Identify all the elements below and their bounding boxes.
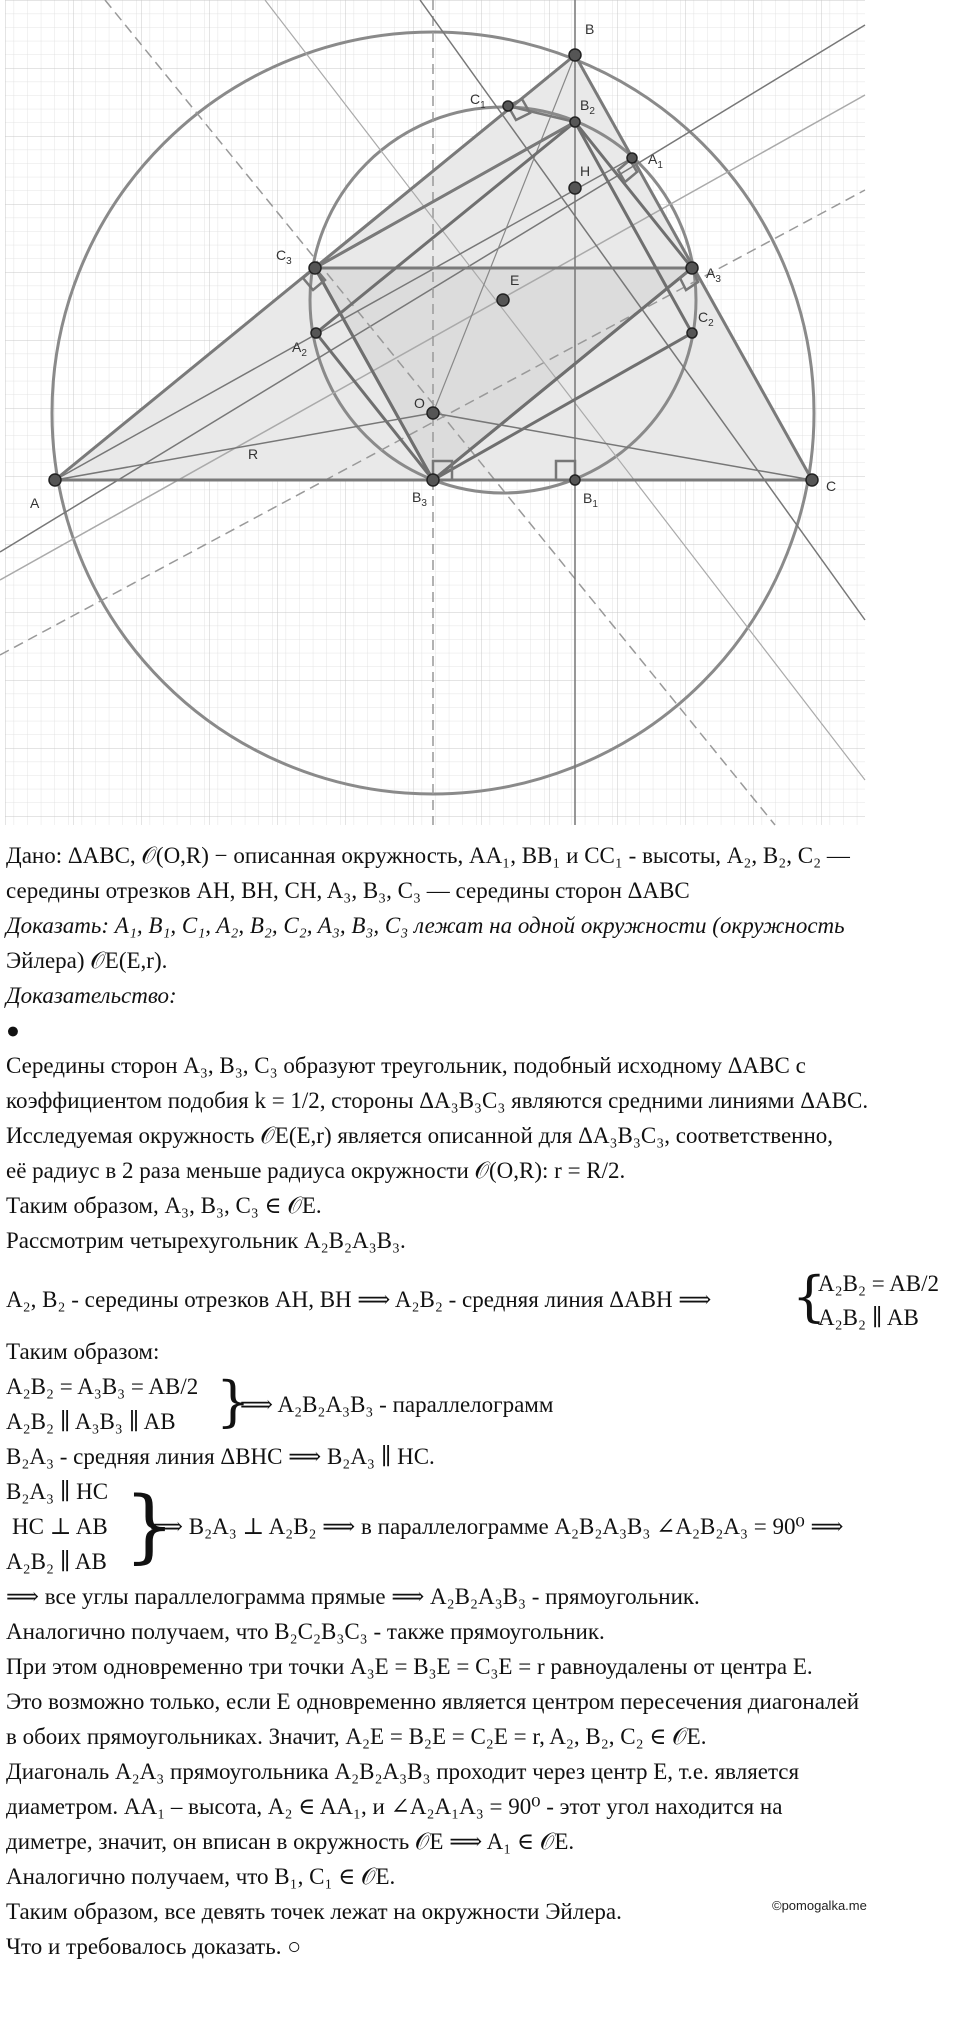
perp-cond-3: A₂B₂ ∥ AB: [6, 1549, 107, 1574]
brace-3: {: [124, 1479, 175, 1572]
point-a: [49, 474, 61, 486]
label-r: R: [248, 446, 259, 462]
point-o: [427, 407, 439, 419]
proof-line-1: Середины сторон A₃, B₃, C₃ образуют треугольник, подобный исходному ΔABC с: [6, 1053, 806, 1078]
point-a3: [686, 262, 698, 274]
perp-conclusion: ⟹ B₂A₃ ⊥ A₂B₂ ⟹ в параллелограмме A₂B₂A₃B₃ ∠A₂B₂A₃ = 90⁰ ⟹: [150, 1514, 844, 1539]
point-b2: [570, 117, 580, 127]
proof-line-center-3: в обоих прямоугольниках. Значит, A₂E = B₂E = C₂E = r, A₂, B₂, C₂ ∈ 𝒪E.: [6, 1724, 707, 1749]
point-h: [569, 182, 581, 194]
proof-line-center-1: При этом одновременно три точки A₃E = B₃E = C₃E = r равноудалены от центра E.: [6, 1654, 813, 1679]
label-b: B: [585, 21, 595, 37]
proof-line-3: Исследуемая окружность 𝒪E(E,r) является описанной для ΔA₃B₃C₃, соответственно,: [6, 1123, 834, 1148]
prove-line-2: Эйлера) 𝒪E(E,r).: [6, 948, 168, 973]
proof-heading: Доказательство:: [6, 983, 177, 1008]
watermark: ©pomogalka.me: [772, 1898, 867, 1913]
proof-line-diag-1: Диагональ A₂A₃ прямоугольника A₂B₂A₃B₃ проходит через центр E, т.е. является: [6, 1759, 800, 1784]
proof-line-6: Рассмотрим четырехугольник A₂B₂A₃B₃.: [6, 1228, 406, 1253]
point-b1: [570, 475, 580, 485]
proof-line-4: её радиус в 2 раза меньше радиуса окружности 𝒪(O,R): r = R/2.: [6, 1158, 626, 1183]
geometry-drawing: [0, 0, 870, 830]
brace-2: {: [216, 1370, 251, 1433]
proof-line-rect-1: ⟹ все углы параллелограмма прямые ⟹ A₂B₂A₃B₃ - прямоугольник.: [6, 1584, 700, 1609]
midline-abh-block: [6, 1264, 954, 1334]
proof-line-5: Таким образом, A₃, B₃, C₃ ∈ 𝒪E.: [6, 1193, 322, 1218]
proof-line-diag-2: диаметром. AA₁ – высота, A₂ ∈ AA₁, и ∠A₂A₁A₃ = 90⁰ - этот угол находится на: [6, 1794, 783, 1819]
label-c2: $C_2$: [698, 309, 714, 329]
midline-abh-par: A₂B₂ ∥ AB: [818, 1305, 919, 1330]
point-a2: [311, 328, 321, 338]
point-c: [806, 474, 818, 486]
proof-line-2: коэффициентом подобия k = 1/2, стороны ΔA₃B₃C₃ являются средними линиями ΔABC.: [6, 1088, 869, 1113]
bullet: ●: [6, 1018, 20, 1043]
proof-line-midline-bhc: B₂A₃ - средняя линия ΔBHC ⟹ B₂A₃ ∥ HC.: [6, 1444, 435, 1469]
given-line-1: Дано: ΔABC, 𝒪(O,R) − описанная окружность, AA₁, BB₁ и CC₁ - высоты, A₂, B₂, C₂ —: [6, 843, 850, 868]
label-c: C: [826, 478, 837, 494]
proof-line-rect-2: Аналогично получаем, что B₂C₂B₃C₃ - также прямоугольник.: [6, 1619, 605, 1644]
label-c3: $C_3$: [276, 247, 292, 267]
proof-line-qed: Что и требовалось доказать. ○: [6, 1934, 302, 1959]
label-b1: $B_1$: [583, 490, 598, 510]
label-a1: $A_1$: [648, 151, 663, 171]
point-c1: [503, 101, 513, 111]
proof-line-thus: Таким образом:: [6, 1339, 160, 1364]
proof-line-diag-3: диметре, значит, он вписан в окружность 𝒪E ⟹ A₁ ∈ 𝒪E.: [6, 1829, 575, 1854]
label-a: A: [30, 495, 40, 511]
perp-cond-2: HC ⊥ AB: [12, 1514, 108, 1539]
point-c3: [309, 262, 321, 274]
label-h: H: [580, 163, 591, 179]
point-a1: [627, 153, 637, 163]
label-o: O: [414, 395, 425, 411]
brace-1: {: [792, 1265, 827, 1328]
label-a2: $A_2$: [292, 339, 307, 359]
point-b: [569, 49, 581, 61]
perpendicular-block: [6, 1474, 954, 1579]
perp-cond-1: B₂A₃ ∥ HC: [6, 1479, 109, 1504]
euler-circle-figure: [0, 0, 870, 830]
parallelogram-par: A₂B₂ ∥ A₃B₃ ∥ AB: [6, 1409, 176, 1434]
midline-abh-text: A₂, B₂ - середины отрезков AH, BH ⟹ A₂B₂ - средняя линия ΔABH ⟹: [6, 1287, 712, 1312]
parallelogram-eq: A₂B₂ = A₃B₃ = AB/2: [6, 1374, 199, 1399]
proof-line-conclusion: Таким образом, все девять точек лежат на окружности Эйлера.: [6, 1899, 622, 1924]
point-b3: [427, 474, 439, 486]
prove-line-1: Доказать: A₁, B₁, C₁, A₂, B₂, C₂, A₃, B₃, C₃ лежат на одной окружности (окружность: [6, 913, 845, 938]
point-e: [497, 294, 509, 306]
label-b2: $B_2$: [580, 97, 595, 117]
point-c2: [687, 328, 697, 338]
proof-line-similar: Аналогично получаем, что B₁, C₁ ∈ 𝒪E.: [6, 1864, 396, 1889]
label-a3: $A_3$: [706, 265, 721, 285]
label-e: E: [510, 272, 520, 288]
proof-text: [6, 838, 954, 1964]
parallelogram-conclusion: ⟹ A₂B₂A₃B₃ - параллелограмм: [240, 1392, 554, 1417]
given-line-2: середины отрезков AH, BH, CH, A₃, B₃, C₃ — середины сторон ΔABC: [6, 878, 690, 903]
proof-line-center-2: Это возможно только, если E одновременно является центром пересечения диагоналей: [6, 1689, 860, 1714]
label-c1: $C_1$: [470, 91, 486, 111]
label-b3: $B_3$: [412, 489, 427, 509]
midline-abh-eq: A₂B₂ = AB/2: [818, 1271, 940, 1296]
parallelogram-block: [6, 1369, 954, 1439]
